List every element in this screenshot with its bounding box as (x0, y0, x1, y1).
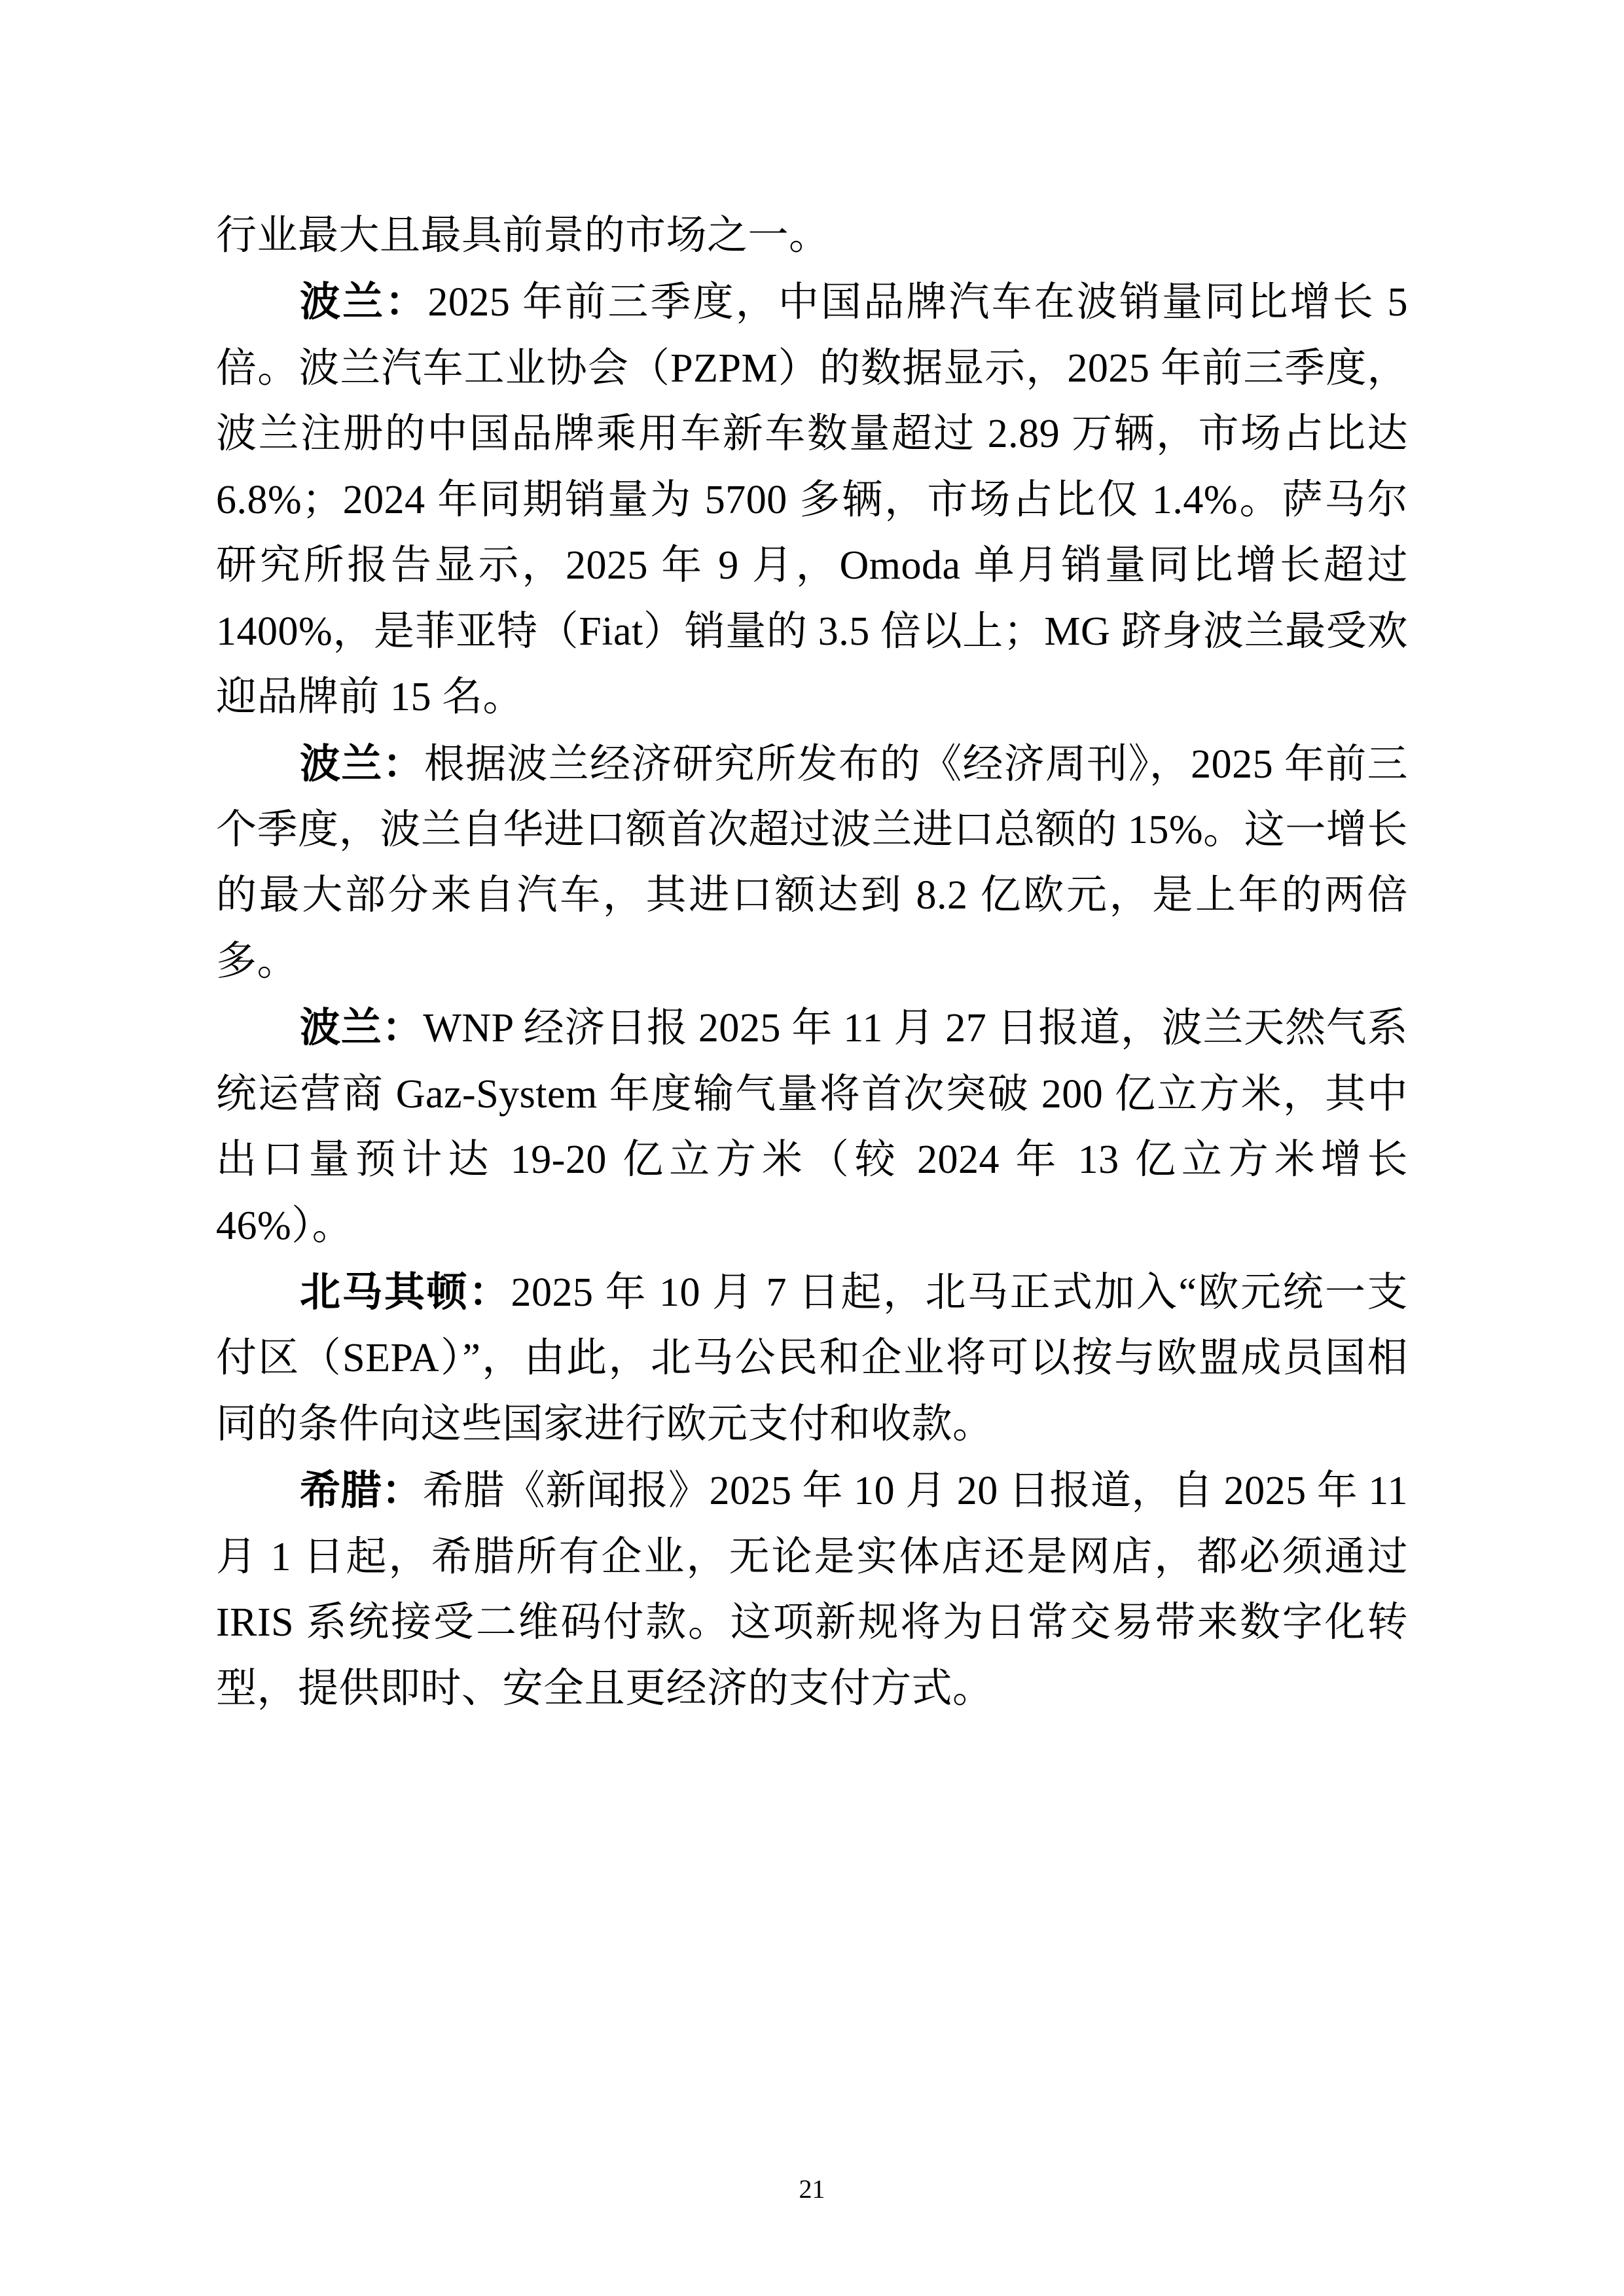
paragraph-text: WNP 经济日报 2025 年 11 月 27 日报道，波兰天然气系统运营商 Gaz-System 年度输气量将首次突破 200 亿立方米，其中出口量预计达 19-20 亿立方米（较 2024 年 13 亿立方米增长 46%）。 (216, 1006, 1408, 1248)
paragraph (216, 270, 1408, 730)
paragraph-text: 行业最大且最具前景的市场之一。 (216, 213, 830, 258)
document-body (216, 203, 1408, 1721)
paragraph-lead: 北马其顿： (300, 1270, 511, 1315)
paragraph (216, 732, 1408, 995)
paragraph-text: 根据波兰经济研究所发布的《经济周刊》，2025 年前三个季度，波兰自华进口额首次超过波兰进口总额的 15%。这一增长的最大部分来自汽车，其进口额达到 8.2 亿欧元，是上年的两倍多。 (216, 742, 1408, 984)
paragraph-text: 2025 年前三季度，中国品牌汽车在波销量同比增长 5 倍。波兰汽车工业协会（PZPM）的数据显示，2025 年前三季度，波兰注册的中国品牌乘用车新车数量超过 2.89 万辆，市场占比达 6.8%；2024 年同期销量为 5700 多辆，市场占比仅 1.4%。萨马尔研究所报告显示，2025 年 9 月，Omoda 单月销量同比增长超过 1400%，是菲亚特（Fiat）销量的 3.5 倍以上；MG 跻身波兰最受欢迎品牌前 15 名。 (216, 280, 1408, 720)
paragraph-text: 2025 年 10 月 7 日起，北马正式加入“欧元统一支付区（SEPA）”，由此，北马公民和企业将可以按与欧盟成员国相同的条件向这些国家进行欧元支付和收款。 (216, 1270, 1408, 1446)
paragraph-lead: 希腊： (300, 1469, 423, 1514)
paragraph-lead: 波兰： (300, 280, 428, 325)
paragraph (216, 1260, 1408, 1457)
paragraph-lead: 波兰： (300, 742, 424, 787)
paragraph-lead: 波兰： (300, 1006, 424, 1051)
paragraph (216, 1458, 1408, 1721)
paragraph (216, 996, 1408, 1259)
paragraph (216, 203, 1408, 268)
paragraph-text: 希腊《新闻报》2025 年 10 月 20 日报道，自 2025 年 11 月 1 日起，希腊所有企业，无论是实体店还是网店，都必须通过 IRIS 系统接受二维码付款。这项新规将为日常交易带来数字化转型，提供即时、安全且更经济的支付方式。 (216, 1469, 1408, 1711)
page-number: 21 (799, 2174, 825, 2204)
